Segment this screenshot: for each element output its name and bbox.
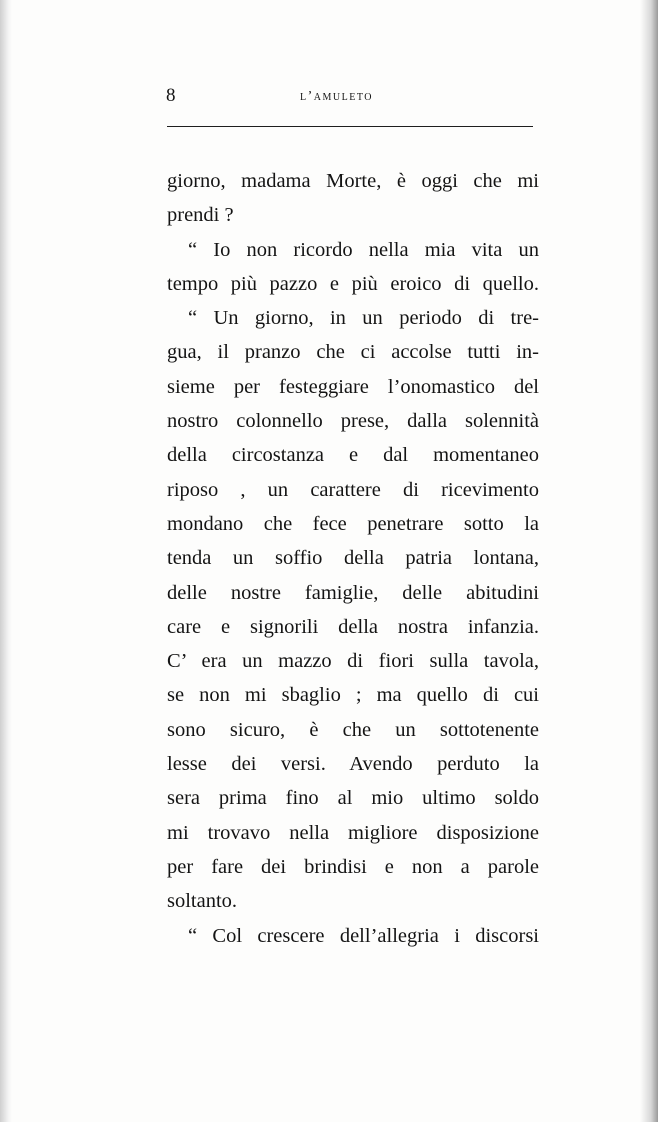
text-line: della circostanza e dal momentaneo [167,444,539,467]
text-line: “ Un giorno, in un periodo di tre- [188,307,539,330]
text-line: lesse dei versi. Avendo perduto la [167,753,539,776]
text-line: soltanto. [167,890,238,913]
text-line: nostro colonnello prese, dalla solennità [167,410,539,433]
scan-edge-right [640,0,658,1122]
text-line: prendi ? [167,204,234,227]
scan-edge-left [0,0,12,1122]
text-line: sono sicuro, è che un sottotenente [167,718,539,741]
header-rule [167,126,533,127]
text-line: “ Col crescere dell’allegria i discorsi [188,924,539,947]
text-line: tempo più pazzo e più eroico di quello. [167,272,539,295]
text-line: giorno, madama Morte, è oggi che mi [167,170,539,192]
text-line: sieme per festeggiare l’onomastico del [167,375,539,398]
body-text [167,164,539,953]
text-line: tenda un soffio della patria lontana, [167,547,539,570]
text-line: per fare dei brindisi e non a parole [167,855,539,878]
text-line: C’ era un mazzo di fiori sulla tavola, [167,650,539,673]
text-line: sera prima fino al mio ultimo soldo [167,787,539,810]
page-number: 8 [166,85,176,106]
text-line: care e signorili della nostra infanzia. [167,615,539,638]
text-line: riposo , un carattere di ricevimento [167,478,539,501]
text-line: mi trovavo nella migliore disposizione [167,821,539,844]
text-line: mondano che fece penetrare sotto la [167,512,539,535]
text-line: “ Io non ricordo nella mia vita un [188,238,539,261]
text-line: se non mi sbaglio ; ma quello di cui [167,684,539,707]
running-title: l’amuleto [300,89,373,104]
text-line: delle nostre famiglie, delle abitudini [167,581,539,604]
text-line: gua, il pranzo che ci accolse tutti in- [167,341,539,364]
